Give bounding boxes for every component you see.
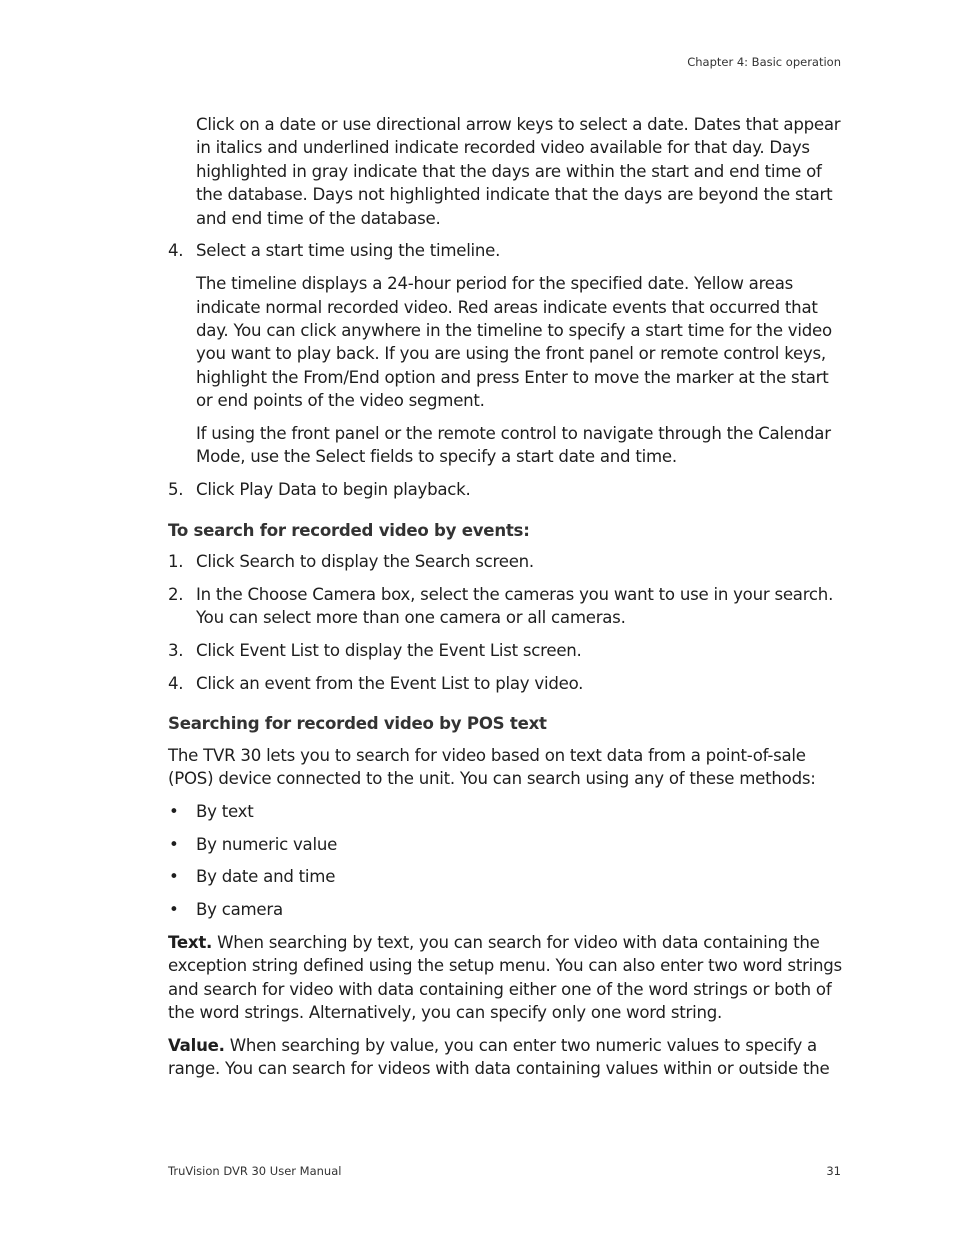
step-4 — [168, 239, 848, 262]
step-text: Select a start time using the timeline. — [196, 241, 501, 261]
step-text: Click Search to display the Search screen. — [196, 552, 534, 572]
step-5 — [168, 478, 848, 501]
bullet-marker: • — [169, 867, 179, 887]
pos-method-value — [168, 833, 848, 856]
step-text: In the Choose Camera box, select the cameras you want to use in your search. You can select more than one camera or all cameras. — [196, 584, 834, 628]
step-text: Click an event from the Event List to play video. — [196, 673, 584, 693]
pos-method-date — [168, 865, 848, 888]
events-heading: To search for recorded video by events: — [168, 520, 530, 540]
timeline-paragraph: The timeline displays a 24-hour period for the specified date. Yellow areas indicate normal recorded video. Red areas indicate events that occurred that day. You can click anywhere in the timeline to specify a start time for the video you want to play back. If you are using the front panel or remote control keys, highlight the From/End option and press Enter to move the marker at the start or end points of the video segment. — [196, 274, 832, 411]
step-text: Click Event List to display the Event List screen. — [196, 641, 582, 661]
text-search-paragraph — [168, 931, 848, 1025]
pos-heading: Searching for recorded video by POS text — [168, 714, 547, 734]
footer-page-number: 31 — [826, 1164, 841, 1178]
pos-method-text — [168, 800, 848, 823]
step-number: 5. — [168, 480, 184, 500]
events-step-2 — [168, 583, 848, 630]
events-step-3 — [168, 639, 848, 662]
step-number: 3. — [168, 641, 184, 661]
pos-method-camera — [168, 898, 848, 921]
pos-method-label: By camera — [196, 900, 283, 920]
step-text: Click Play Data to begin playback. — [196, 480, 471, 500]
step-number: 1. — [168, 552, 184, 572]
pos-intro-paragraph: The TVR 30 lets you to search for video based on text data from a point-of-sale (POS) device connected to the unit. You can search using any of these methods: — [168, 745, 816, 789]
pos-method-label: By date and time — [196, 867, 336, 887]
footer-manual-title: TruVision DVR 30 User Manual — [168, 1164, 342, 1178]
calendar-paragraph: Click on a date or use directional arrow keys to select a date. Dates that appear in italics and underlined indicate recorded video available for that day. Days highlighted in gray indicate that the days are within the start and end time of the database. Days not highlighted indicate that the days are beyond the start and end time of the database. — [196, 115, 841, 228]
page-content — [168, 113, 848, 1081]
step-number: 4. — [168, 673, 184, 693]
events-step-1 — [168, 550, 848, 573]
value-search-label: Value. — [168, 1036, 225, 1056]
text-search-body: When searching by text, you can search for video with data containing the exception string defined using the setup menu. You can also enter two word strings and search for video with data containing either one of the word strings or both of the word strings. Alternatively, you can specify only one word string. — [168, 933, 842, 1023]
value-search-body: When searching by value, you can enter two numeric values to specify a range. You can search for videos with data containing values within or outside the — [168, 1036, 830, 1079]
step-number: 4. — [168, 241, 184, 261]
front-panel-paragraph: If using the front panel or the remote control to navigate through the Calendar Mode, use the Select fields to specify a start date and time. — [196, 424, 831, 467]
value-search-paragraph — [168, 1034, 848, 1081]
pos-method-label: By text — [196, 801, 254, 821]
bullet-marker: • — [169, 900, 179, 920]
events-step-4 — [168, 672, 848, 695]
step-number: 2. — [168, 584, 184, 604]
chapter-header: Chapter 4: Basic operation — [687, 55, 841, 69]
pos-method-label: By numeric value — [196, 834, 338, 854]
text-search-label: Text. — [168, 933, 213, 953]
bullet-marker: • — [169, 834, 179, 854]
bullet-marker: • — [169, 801, 179, 821]
